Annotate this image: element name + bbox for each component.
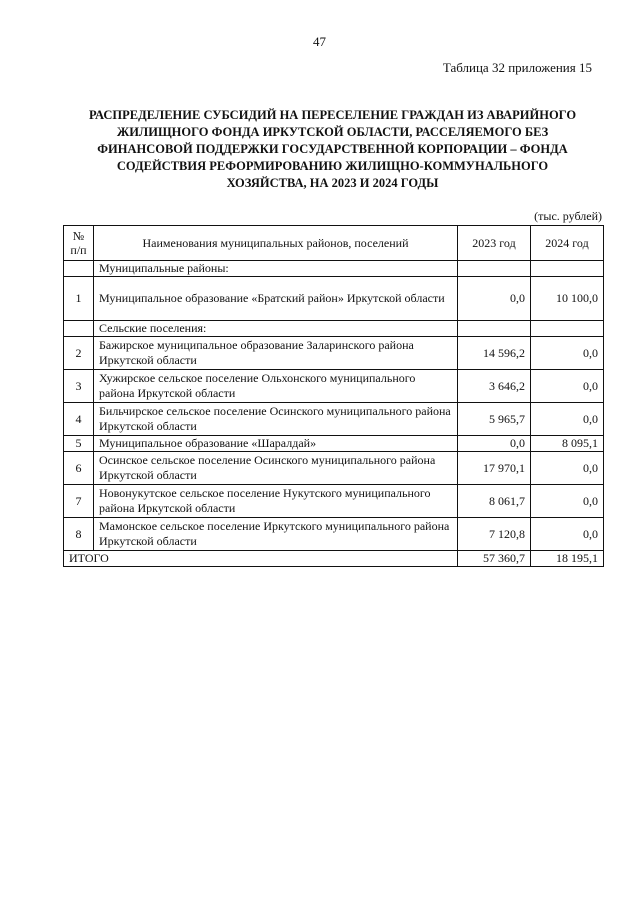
- table-row: [64, 485, 604, 518]
- row-2023: 5 965,7: [458, 403, 531, 436]
- group-row: [64, 321, 604, 337]
- table-row: [64, 452, 604, 485]
- row-name: Бажирское муниципальное образование Заларинского района Иркутской области: [94, 337, 458, 370]
- row-2024: 0,0: [531, 452, 604, 485]
- unit-label: (тыс. рублей): [534, 209, 602, 223]
- table-row: [64, 277, 604, 321]
- header-name: Наименования муниципальных районов, поселений: [94, 226, 458, 261]
- row-num: 6: [64, 452, 94, 485]
- row-2024: 10 100,0: [531, 277, 604, 321]
- group-label-districts: Муниципальные районы:: [94, 261, 458, 277]
- header-num: [64, 226, 94, 261]
- table-row: [64, 518, 604, 551]
- header-2023: 2023 год: [458, 226, 531, 261]
- title-line: ФИНАНСОВОЙ ПОДДЕРЖКИ ГОСУДАРСТВЕННОЙ КОРПОРАЦИИ – ФОНДА: [97, 142, 568, 156]
- header-2024: 2024 год: [531, 226, 604, 261]
- page-number: 47: [313, 34, 326, 49]
- row-2023: 0,0: [458, 436, 531, 452]
- row-name: Хужирское сельское поселение Ольхонского муниципального района Иркутской области: [94, 370, 458, 403]
- table-row: [64, 403, 604, 436]
- row-num: 3: [64, 370, 94, 403]
- document-title: [60, 107, 605, 192]
- row-2023: 0,0: [458, 277, 531, 321]
- row-name: Мамонское сельское поселение Иркутского муниципального района Иркутской области: [94, 518, 458, 551]
- title-line: РАСПРЕДЕЛЕНИЕ СУБСИДИЙ НА ПЕРЕСЕЛЕНИЕ ГРАЖДАН ИЗ АВАРИЙНОГО: [88, 108, 577, 122]
- row-2024: 0,0: [531, 518, 604, 551]
- header-num-line2: п/п: [70, 243, 87, 257]
- total-2023: 57 360,7: [458, 551, 531, 567]
- row-name: Муниципальное образование «Шаралдай»: [94, 436, 458, 452]
- total-2024: 18 195,1: [531, 551, 604, 567]
- row-name: Новонукутское сельское поселение Нукутского муниципального района Иркутской области: [94, 485, 458, 518]
- row-2023: 7 120,8: [458, 518, 531, 551]
- header-num-line1: №: [72, 229, 85, 243]
- row-2024: 0,0: [531, 370, 604, 403]
- header-row: [64, 226, 604, 261]
- row-2023: 17 970,1: [458, 452, 531, 485]
- row-num: 8: [64, 518, 94, 551]
- row-2024: 8 095,1: [531, 436, 604, 452]
- row-num: 2: [64, 337, 94, 370]
- title-line: ЖИЛИЩНОГО ФОНДА ИРКУТСКОЙ ОБЛАСТИ, РАССЕЛЯЕМОГО БЕЗ: [116, 125, 549, 139]
- row-2023: 3 646,2: [458, 370, 531, 403]
- row-name: Бильчирское сельское поселение Осинского муниципального района Иркутской области: [94, 403, 458, 436]
- table-row: [64, 370, 604, 403]
- row-name: Муниципальное образование «Братский район» Иркутской области: [94, 277, 458, 321]
- title-line: СОДЕЙСТВИЯ РЕФОРМИРОВАНИЮ ЖИЛИЩНО-КОММУНАЛЬНОГО: [116, 159, 549, 173]
- row-2024: 0,0: [531, 337, 604, 370]
- subsidy-table: [63, 225, 604, 567]
- row-2024: 0,0: [531, 485, 604, 518]
- row-2024: 0,0: [531, 403, 604, 436]
- total-label: ИТОГО: [64, 551, 458, 567]
- table-row: [64, 337, 604, 370]
- row-num: 1: [64, 277, 94, 321]
- row-name: Осинское сельское поселение Осинского муниципального района Иркутской области: [94, 452, 458, 485]
- title-line: ХОЗЯЙСТВА, НА 2023 И 2024 ГОДЫ: [226, 176, 439, 190]
- appendix-reference: Таблица 32 приложения 15: [442, 60, 592, 75]
- row-2023: 8 061,7: [458, 485, 531, 518]
- row-num: 5: [64, 436, 94, 452]
- row-num: 7: [64, 485, 94, 518]
- group-label-settlements: Сельские поселения:: [94, 321, 458, 337]
- row-num: 4: [64, 403, 94, 436]
- table-row: [64, 436, 604, 452]
- group-row: [64, 261, 604, 277]
- total-row: [64, 551, 604, 567]
- row-2023: 14 596,2: [458, 337, 531, 370]
